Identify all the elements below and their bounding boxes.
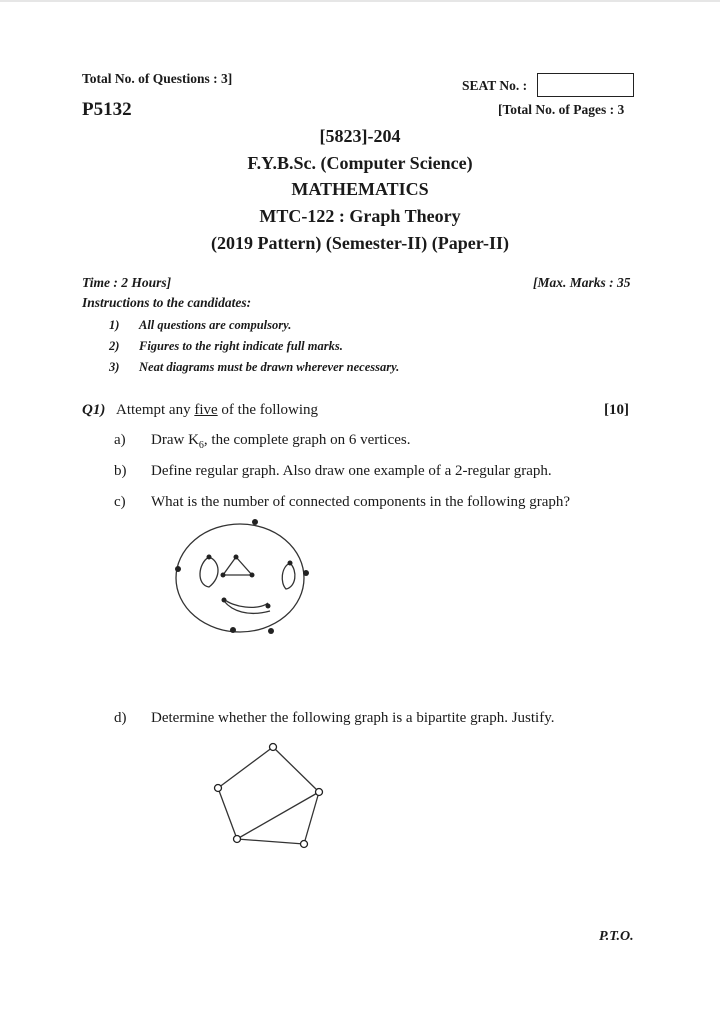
time-label: Time : 2 Hours] bbox=[82, 275, 172, 290]
subject-title: MATHEMATICS bbox=[291, 179, 429, 199]
item-label: d) bbox=[114, 710, 127, 726]
pattern-title: (2019 Pattern) (Semester-II) (Paper-II) bbox=[210, 233, 510, 253]
item-a-text bbox=[151, 432, 411, 449]
item-b-text: Define regular graph. Also draw one example of a 2-regular graph. bbox=[151, 463, 552, 479]
item-a-post: , the complete graph on 6 vertices. bbox=[203, 432, 411, 448]
vertex bbox=[234, 555, 239, 560]
edge bbox=[218, 788, 237, 839]
question-marks: [10] bbox=[604, 402, 629, 418]
course-title: F.Y.B.Sc. (Computer Science) bbox=[247, 153, 473, 173]
vertex bbox=[303, 570, 309, 576]
vertex bbox=[266, 604, 271, 609]
item-label: c) bbox=[114, 494, 126, 510]
pto-label: P.T.O. bbox=[599, 929, 634, 944]
max-marks-label: [Max. Marks : 35 bbox=[533, 275, 631, 290]
instruction-text: Neat diagrams must be drawn wherever necessary. bbox=[139, 360, 400, 374]
vertex bbox=[250, 573, 255, 578]
seat-label: SEAT No. : bbox=[462, 78, 528, 93]
question-keyword: five bbox=[194, 402, 218, 418]
paper-title: MTC-122 : Graph Theory bbox=[259, 206, 461, 226]
loop-edge-right bbox=[282, 563, 295, 589]
seat-number-box[interactable] bbox=[537, 73, 634, 97]
instruction-text: Figures to the right indicate full marks. bbox=[139, 339, 343, 353]
outer-cycle-edge bbox=[176, 524, 304, 632]
item-c-text: What is the number of connected components in the following graph? bbox=[151, 494, 571, 510]
instruction-num: 2) bbox=[109, 339, 120, 353]
vertex bbox=[222, 598, 227, 603]
question-prefix: Attempt any bbox=[116, 402, 191, 418]
edge bbox=[237, 839, 304, 844]
vertex bbox=[268, 628, 274, 634]
item-a-subscript: 6 bbox=[198, 440, 204, 451]
vertex bbox=[234, 836, 241, 843]
vertex bbox=[252, 519, 258, 525]
edge bbox=[218, 747, 273, 788]
total-pages: [Total No. of Pages : 3 bbox=[498, 102, 625, 117]
item-a-pre: Draw K bbox=[151, 432, 199, 448]
instruction-num: 3) bbox=[109, 360, 120, 374]
vertex bbox=[301, 841, 308, 848]
question-heading bbox=[116, 402, 318, 419]
vertex bbox=[288, 561, 293, 566]
triangle-edge bbox=[223, 557, 252, 575]
smile-edge bbox=[224, 599, 268, 607]
item-label: b) bbox=[114, 463, 127, 479]
exam-code: [5823]-204 bbox=[319, 126, 401, 146]
question-label: Q1) bbox=[82, 402, 106, 418]
vertex bbox=[207, 555, 212, 560]
instructions-heading: Instructions to the candidates: bbox=[82, 295, 252, 310]
graph-c-diagram bbox=[160, 515, 320, 645]
total-questions: Total No. of Questions : 3] bbox=[82, 71, 233, 86]
edge bbox=[273, 747, 319, 792]
question-suffix: of the following bbox=[221, 402, 319, 418]
vertex bbox=[221, 573, 226, 578]
item-d-text: Determine whether the following graph is a bipartite graph. Justify. bbox=[151, 710, 555, 726]
vertex bbox=[175, 566, 181, 572]
top-border bbox=[0, 0, 720, 2]
loop-edge-left bbox=[200, 557, 218, 587]
instruction-text: All questions are compulsory. bbox=[139, 318, 292, 332]
vertex bbox=[230, 627, 236, 633]
vertex bbox=[215, 785, 222, 792]
edge bbox=[237, 792, 319, 839]
graph-d-diagram bbox=[210, 740, 330, 850]
item-label: a) bbox=[114, 432, 126, 448]
paper-code: P5132 bbox=[82, 99, 132, 120]
vertex bbox=[316, 789, 323, 796]
instruction-num: 1) bbox=[109, 318, 120, 332]
vertex bbox=[270, 744, 277, 751]
